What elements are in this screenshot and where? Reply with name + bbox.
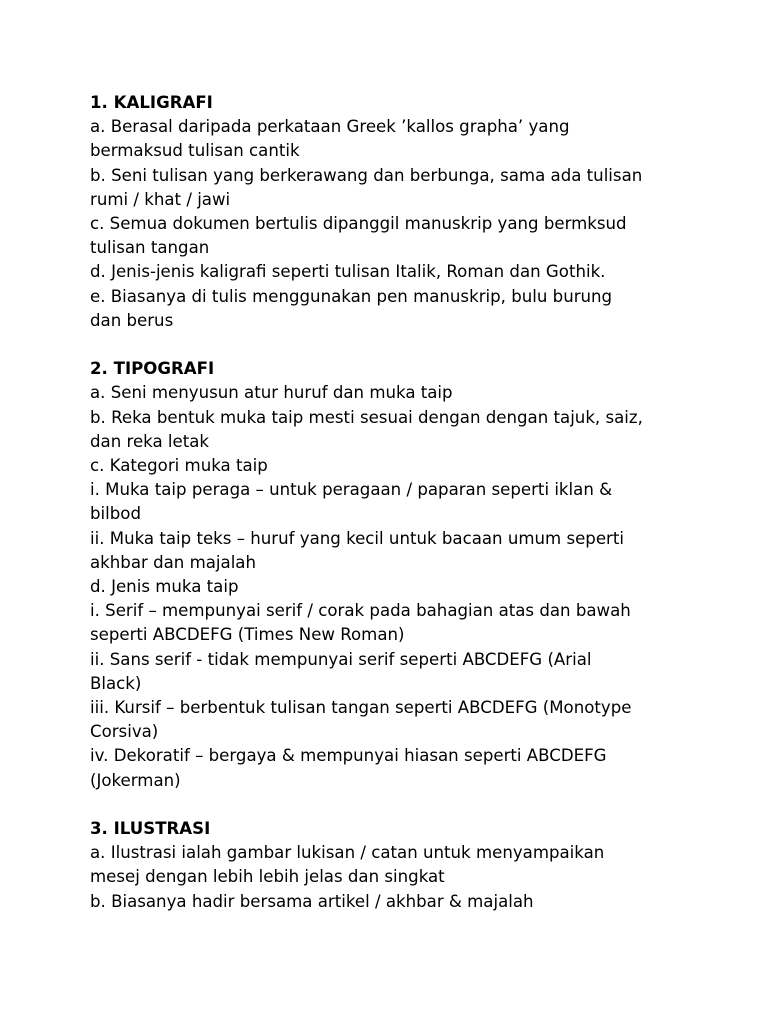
text-line: a. Seni menyusun atur huruf dan muka taip bbox=[90, 383, 453, 403]
section-heading: 1. KALIGRAFI bbox=[90, 93, 213, 112]
text-line: a. Berasal daripada perkataan Greek ’kallos grapha’ yang bbox=[90, 117, 570, 137]
text-line: bilbod bbox=[90, 504, 141, 524]
text-line: seperti ABCDEFG (Times New Roman) bbox=[90, 625, 405, 645]
text-line: a. Ilustrasi ialah gambar lukisan / catan untuk menyampaikan bbox=[90, 843, 605, 863]
text-line: d. Jenis-jenis kaligrafi seperti tulisan Italik, Roman dan Gothik. bbox=[90, 262, 606, 282]
text-line: b. Seni tulisan yang berkerawang dan berbunga, sama ada tulisan bbox=[90, 165, 643, 185]
section-tipografi bbox=[90, 357, 730, 793]
text-line: c. Kategori muka taip bbox=[90, 456, 268, 476]
text-line: (Jokerman) bbox=[90, 770, 181, 790]
text-line: b. Reka bentuk muka taip mesti sesuai dengan dengan tajuk, saiz, bbox=[90, 407, 643, 427]
section-ilustrasi bbox=[90, 817, 730, 914]
text-line: ii. Sans serif - tidak mempunyai serif seperti ABCDEFG (Arial bbox=[90, 649, 592, 669]
text-line: iv. Dekoratif – bergaya & mempunyai hiasan seperti ABCDEFG bbox=[90, 746, 607, 766]
text-line: tulisan tangan bbox=[90, 238, 210, 258]
text-line: mesej dengan lebih lebih jelas dan singkat bbox=[90, 867, 445, 887]
text-line: iii. Kursif – berbentuk tulisan tangan seperti ABCDEFG (Monotype bbox=[90, 698, 632, 718]
section-heading: 3. ILUSTRASI bbox=[90, 819, 211, 839]
text-line: ii. Muka taip teks – huruf yang kecil untuk bacaan umum seperti bbox=[90, 528, 624, 548]
text-line: i. Muka taip peraga – untuk peragaan / paparan seperti iklan & bbox=[90, 480, 613, 500]
text-line: d. Jenis muka taip bbox=[90, 577, 239, 597]
text-line: Corsiva) bbox=[90, 722, 159, 742]
text-line: bermaksud tulisan cantik bbox=[90, 141, 300, 161]
text-line: i. Serif – mempunyai serif / corak pada bahagian atas dan bawah bbox=[90, 601, 631, 621]
section-heading: 2. TIPOGRAFI bbox=[90, 359, 215, 379]
text-line: e. Biasanya di tulis menggunakan pen manuskrip, bulu burung bbox=[90, 286, 613, 306]
text-line: dan reka letak bbox=[90, 431, 210, 451]
text-line: rumi / khat / jawi bbox=[90, 189, 231, 209]
text-line: Black) bbox=[90, 673, 142, 693]
text-line: c. Semua dokumen bertulis dipanggil manuskrip yang bermksud bbox=[90, 214, 627, 234]
text-line: b. Biasanya hadir bersama artikel / akhbar & majalah bbox=[90, 891, 534, 911]
text-line: akhbar dan majalah bbox=[90, 552, 256, 572]
text-line: dan berus bbox=[90, 310, 174, 330]
document-page bbox=[90, 91, 730, 914]
section-kaligrafi bbox=[90, 91, 730, 333]
